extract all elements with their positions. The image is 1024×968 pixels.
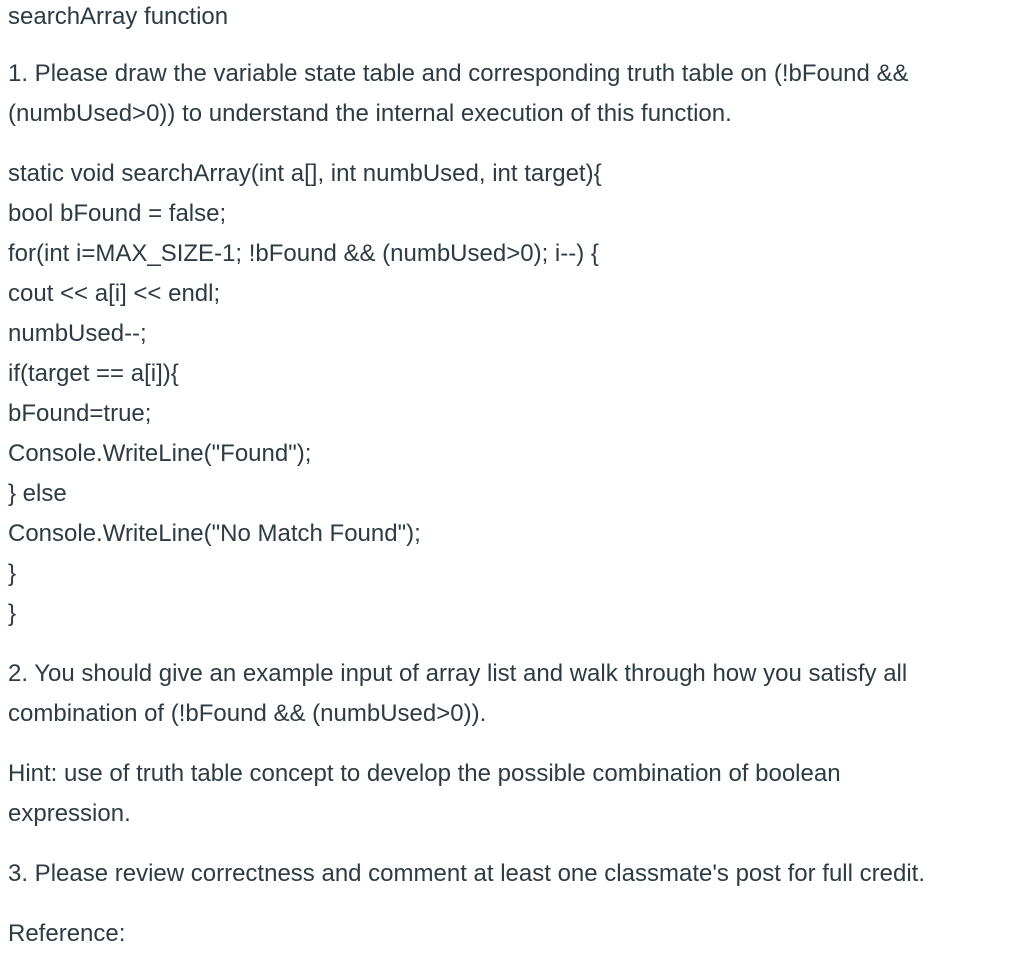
- question-2: [8, 654, 1016, 734]
- hint: [8, 754, 1016, 834]
- code-line: static void searchArray(int a[], int numbUsed, int target){: [8, 160, 602, 187]
- code-line: bFound=true;: [8, 400, 152, 427]
- question-2-line-1: 2. You should give an example input of array list and walk through how you satisfy all: [8, 660, 908, 687]
- hint-line-2: expression.: [8, 800, 131, 827]
- question-2-line-2: combination of (!bFound && (numbUsed>0)).: [8, 700, 487, 727]
- question-1: [8, 54, 1016, 134]
- code-line: }: [8, 600, 17, 627]
- code-line: Console.WriteLine("Found");: [8, 440, 312, 467]
- code-line: bool bFound = false;: [8, 200, 227, 227]
- hint-line-1: Hint: use of truth table concept to develop the possible combination of boolean: [8, 760, 841, 787]
- page-title: searchArray function: [8, 3, 229, 30]
- code-line: cout << a[i] << endl;: [8, 280, 221, 307]
- code-line: for(int i=MAX_SIZE-1; !bFound && (numbUsed>0); i--) {: [8, 240, 599, 267]
- code-line: } else: [8, 480, 67, 507]
- code-block: [8, 154, 1016, 634]
- reference-label: Reference:: [8, 920, 126, 947]
- question-1-line-1: 1. Please draw the variable state table and corresponding truth table on (!bFound &&: [8, 60, 909, 87]
- code-line: Console.WriteLine("No Match Found");: [8, 520, 421, 547]
- code-line: numbUsed--;: [8, 320, 147, 347]
- code-line: if(target == a[i]){: [8, 360, 179, 387]
- code-line: }: [8, 560, 17, 587]
- question-1-line-2: (numbUsed>0)) to understand the internal execution of this function.: [8, 100, 732, 127]
- question-3: 3. Please review correctness and comment at least one classmate's post for full credit.: [8, 860, 925, 887]
